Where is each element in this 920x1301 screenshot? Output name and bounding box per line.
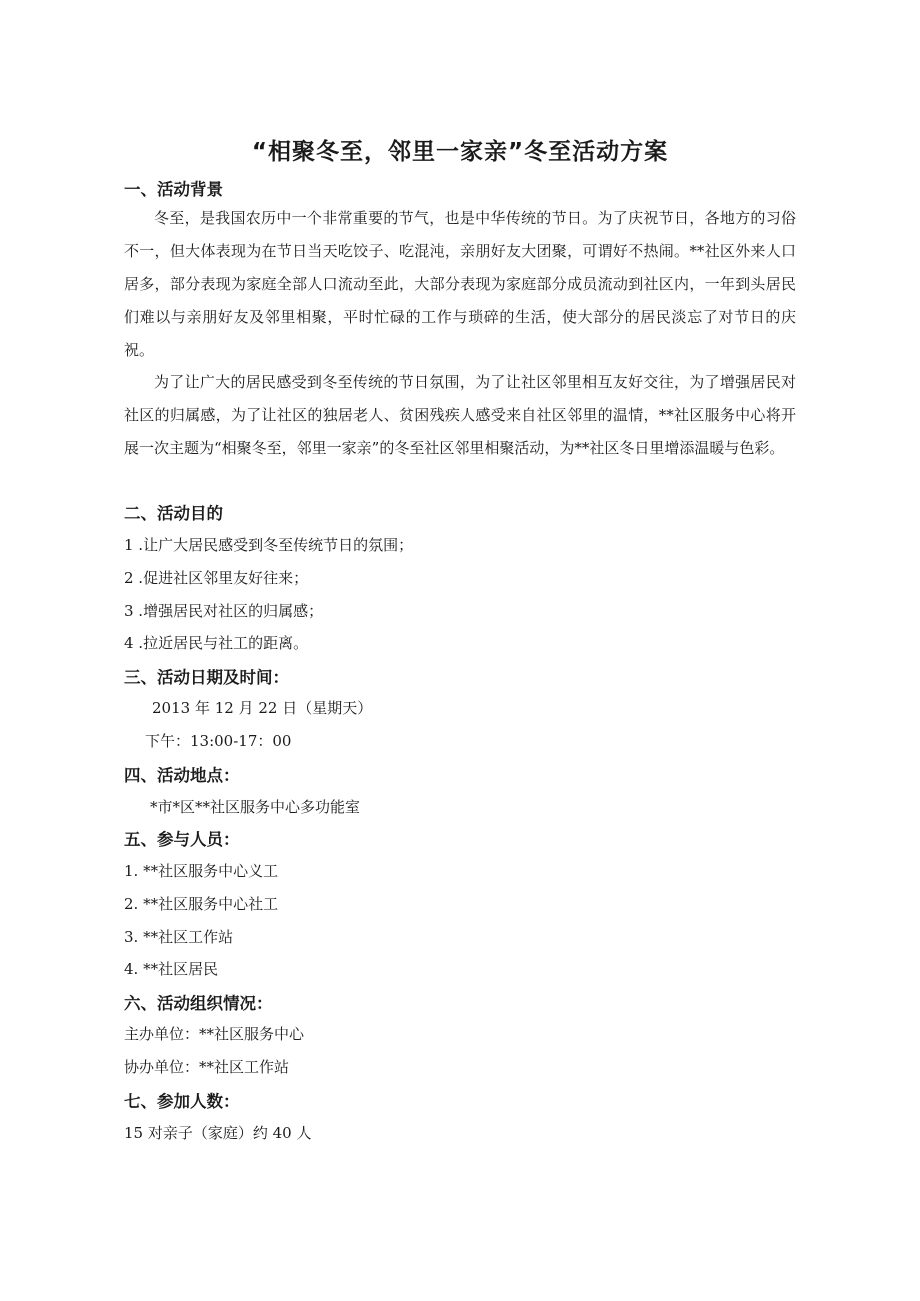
document-title: “相聚冬至，邻里一家亲”冬至活动方案 bbox=[251, 139, 669, 165]
participant-item-1: 1. **社区服务中心义工 bbox=[124, 862, 279, 880]
participant-item-2: 2. **社区服务中心社工 bbox=[124, 895, 279, 913]
participant-item-3: 3. **社区工作站 bbox=[124, 928, 234, 946]
co-host-organization: 协办单位：**社区工作站 bbox=[124, 1058, 290, 1076]
activity-location: *市*区**社区服务中心多功能室 bbox=[150, 798, 361, 816]
activity-time: 下午：13:00-17：00 bbox=[145, 732, 292, 750]
heading-attendance: 七、参加人数： bbox=[124, 1092, 240, 1111]
purpose-item-4: 4 .拉近居民与社工的距离。 bbox=[124, 634, 309, 652]
purpose-item-3: 3 .增强居民对社区的归属感； bbox=[124, 602, 324, 620]
purpose-item-1: 1 .让广大居民感受到冬至传统节日的氛围； bbox=[124, 536, 414, 554]
activity-date: 2013 年 12 月 22 日（星期天） bbox=[152, 699, 373, 717]
participant-item-4: 4. **社区居民 bbox=[124, 960, 219, 978]
background-paragraph-1: 冬至，是我国农历中一个非常重要的节气，也是中华传统的节日。为了庆祝节日，各地方的习俗不一，但大体表现为在节日当天吃饺子、吃混沌，亲朋好友大团聚，可谓好不热闹。**社区外来人口居多，部分表现为家庭全部人口流动至此，大部分表现为家庭部分成员流动到社区内，一年到头居民们难以与亲朋好友及邻里相聚，平时忙碌的工作与琐碎的生活，使大部分的居民淡忘了对节日的庆祝。 bbox=[124, 209, 796, 359]
heading-participants: 五、参与人员： bbox=[124, 830, 240, 849]
heading-background: 一、活动背景 bbox=[124, 180, 223, 199]
attendance-count: 15 对亲子（家庭）约 40 人 bbox=[124, 1124, 312, 1142]
heading-organization: 六、活动组织情况： bbox=[124, 994, 273, 1013]
heading-purpose: 二、活动目的 bbox=[124, 504, 223, 523]
host-organization: 主办单位：**社区服务中心 bbox=[124, 1025, 305, 1043]
purpose-item-2: 2 .促进社区邻里友好往来； bbox=[124, 569, 309, 587]
background-paragraph-2: 为了让广大的居民感受到冬至传统的节日氛围，为了让社区邻里相互友好交往，为了增强居民对社区的归属感，为了让社区的独居老人、贫困残疾人感受来自社区邻里的温情，**社区服务中心将开展一次主题为“相聚冬至，邻里一家亲”的冬至社区邻里相聚活动，为**社区冬日里增添温暖与色彩。 bbox=[124, 373, 796, 457]
heading-location: 四、活动地点： bbox=[124, 766, 240, 785]
heading-datetime: 三、活动日期及时间： bbox=[124, 668, 289, 687]
